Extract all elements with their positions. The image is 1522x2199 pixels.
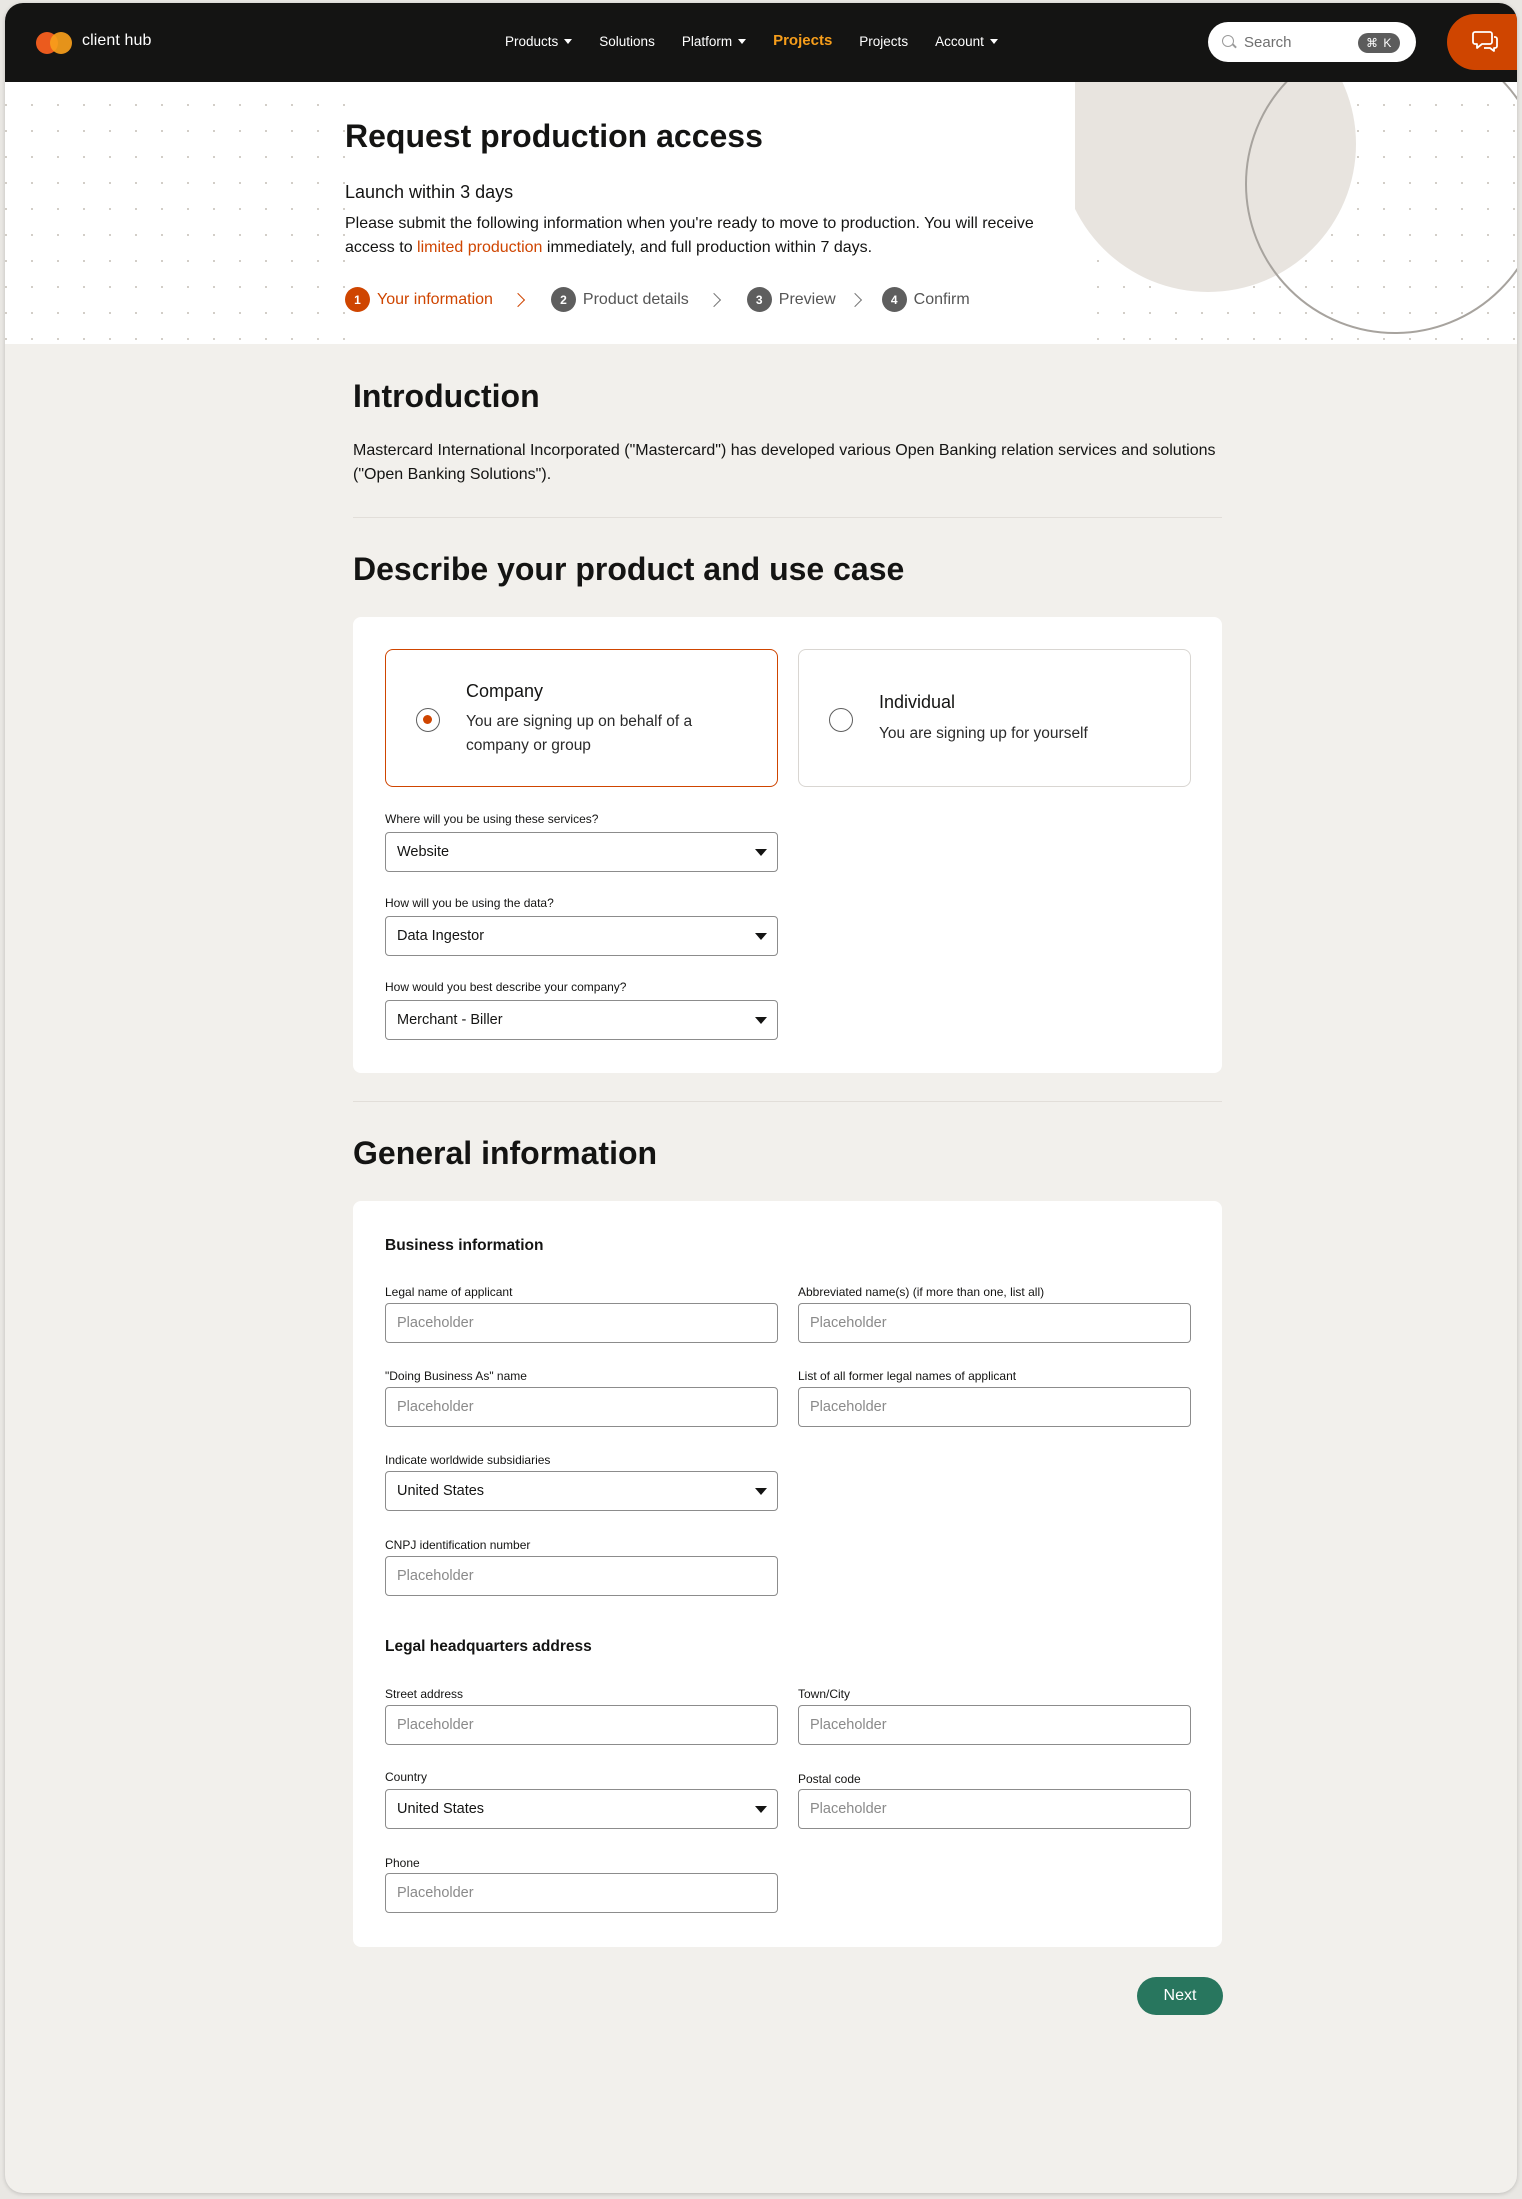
legal-name-input[interactable]	[385, 1303, 778, 1343]
option-company[interactable]	[385, 649, 778, 787]
option-individual-desc: You are signing up for yourself	[879, 725, 1088, 742]
radio-individual[interactable]	[829, 708, 853, 732]
decorative-ring	[1245, 82, 1517, 334]
cnpj-label: CNPJ identification number	[385, 1538, 531, 1552]
step-confirm[interactable]	[882, 287, 970, 312]
nav-solutions-label: Solutions	[599, 33, 655, 49]
description-text-end: immediately, and full production within 7 days.	[542, 239, 873, 256]
postal-code-input[interactable]	[798, 1789, 1191, 1829]
services-location-value: Website	[397, 844, 450, 860]
page-description	[345, 212, 1065, 260]
step-label: Confirm	[913, 290, 970, 308]
phone-label: Phone	[385, 1856, 420, 1870]
step-preview[interactable]	[747, 287, 836, 312]
chat-icon	[1471, 29, 1499, 55]
section-divider	[353, 517, 1222, 518]
hq-address-heading: Legal headquarters address	[385, 1638, 592, 1655]
step-label: Preview	[778, 290, 836, 308]
abbrev-name-input[interactable]	[798, 1303, 1191, 1343]
data-usage-value: Data Ingestor	[397, 928, 485, 944]
street-address-label: Street address	[385, 1687, 464, 1701]
chevron-down-icon	[738, 39, 746, 44]
brand-name[interactable]: client hub	[82, 32, 152, 49]
option-individual-title: Individual	[879, 692, 956, 712]
step-label: Product details	[582, 290, 689, 308]
chevron-down-icon	[564, 39, 572, 44]
hero-banner	[5, 82, 1517, 344]
dropdown-arrow-icon	[755, 849, 767, 856]
dropdown-arrow-icon	[755, 933, 767, 940]
dropdown-arrow-icon	[755, 1488, 767, 1495]
company-type-value: Merchant - Biller	[397, 1012, 503, 1028]
chat-button[interactable]	[1447, 14, 1517, 70]
progress-stepper	[345, 287, 970, 312]
option-individual[interactable]	[798, 649, 1191, 787]
subsidiaries-value: United States	[397, 1483, 485, 1499]
chevron-right-icon	[707, 292, 721, 306]
search-shortcut-badge: ⌘ K	[1358, 33, 1400, 53]
search-box[interactable]	[1208, 22, 1416, 62]
nav-account-label: Account	[935, 33, 984, 49]
general-info-heading: General information	[353, 1135, 658, 1171]
describe-heading: Describe your product and use case	[353, 551, 905, 587]
search-input[interactable]	[1244, 31, 1354, 53]
dba-name-label: "Doing Business As" name	[385, 1369, 527, 1383]
nav-links	[505, 33, 1025, 49]
description-text-start: Please submit the following information when you're ready to move to production. You will receive access to	[345, 215, 1034, 256]
page-subtitle: Launch within 3 days	[345, 182, 514, 202]
nav-products[interactable]	[505, 33, 572, 49]
nav-projects-active-label: Projects	[773, 32, 833, 49]
nav-products-label: Products	[505, 33, 559, 49]
chevron-right-icon	[848, 292, 862, 306]
step-product-details[interactable]	[551, 287, 689, 312]
business-info-heading: Business information	[385, 1237, 544, 1254]
introduction-text: Mastercard International Incorporated ("Mastercard") has developed various Open Banking relation services and solutions ("Open Banking Solutions").	[353, 442, 1216, 483]
nav-projects-active[interactable]	[773, 32, 832, 49]
dba-name-input[interactable]	[385, 1387, 778, 1427]
phone-input[interactable]	[385, 1873, 778, 1913]
general-info-card	[353, 1201, 1222, 1947]
search-icon	[1222, 35, 1234, 47]
introduction-heading: Introduction	[353, 378, 540, 414]
dropdown-arrow-icon	[755, 1017, 767, 1024]
next-button[interactable]: Next	[1137, 1977, 1223, 2015]
step-label: Your information	[377, 290, 493, 308]
limited-production-link[interactable]: limited production	[417, 239, 543, 256]
cnpj-input[interactable]	[385, 1556, 778, 1596]
top-navigation	[5, 3, 1517, 82]
nav-solutions[interactable]	[599, 33, 655, 49]
former-names-label: List of all former legal names of applicant	[798, 1369, 1017, 1383]
nav-platform-label: Platform	[681, 33, 733, 49]
town-city-input[interactable]	[798, 1705, 1191, 1745]
company-type-label: How would you best describe your company?	[385, 980, 627, 994]
legal-name-label: Legal name of applicant	[385, 1285, 513, 1299]
data-usage-select[interactable]	[385, 916, 778, 956]
subsidiaries-label: Indicate worldwide subsidiaries	[385, 1453, 551, 1467]
postal-code-label: Postal code	[798, 1772, 861, 1786]
step-number: 2	[551, 287, 576, 312]
country-select[interactable]	[385, 1789, 778, 1829]
nav-projects[interactable]	[859, 33, 908, 49]
services-location-select[interactable]	[385, 832, 778, 872]
option-company-title: Company	[466, 681, 544, 701]
dropdown-arrow-icon	[755, 1806, 767, 1813]
step-number: 4	[882, 287, 907, 312]
radio-company[interactable]	[416, 708, 440, 732]
chevron-right-icon	[511, 292, 525, 306]
step-number: 1	[345, 287, 370, 312]
option-company-desc: You are signing up on behalf of a company or group	[466, 713, 693, 754]
step-number: 3	[747, 287, 772, 312]
data-usage-label: How will you be using the data?	[385, 896, 554, 910]
describe-card	[353, 617, 1222, 1073]
former-names-input[interactable]	[798, 1387, 1191, 1427]
company-type-select[interactable]	[385, 1000, 778, 1040]
abbrev-name-label: Abbreviated name(s) (if more than one, list all)	[798, 1285, 1045, 1299]
country-label: Country	[385, 1770, 428, 1784]
services-location-label: Where will you be using these services?	[385, 812, 599, 826]
page-title: Request production access	[345, 118, 763, 154]
nav-projects-label: Projects	[859, 33, 909, 49]
country-value: United States	[397, 1801, 485, 1817]
subsidiaries-select[interactable]	[385, 1471, 778, 1511]
brand-logo-icon[interactable]	[36, 30, 76, 56]
nav-platform[interactable]	[682, 33, 746, 49]
chevron-down-icon	[990, 39, 998, 44]
town-city-label: Town/City	[798, 1687, 851, 1701]
street-address-input[interactable]	[385, 1705, 778, 1745]
nav-account[interactable]	[935, 33, 998, 49]
app-window	[5, 3, 1517, 2193]
section-divider	[353, 1101, 1222, 1102]
step-your-information[interactable]	[345, 287, 493, 312]
